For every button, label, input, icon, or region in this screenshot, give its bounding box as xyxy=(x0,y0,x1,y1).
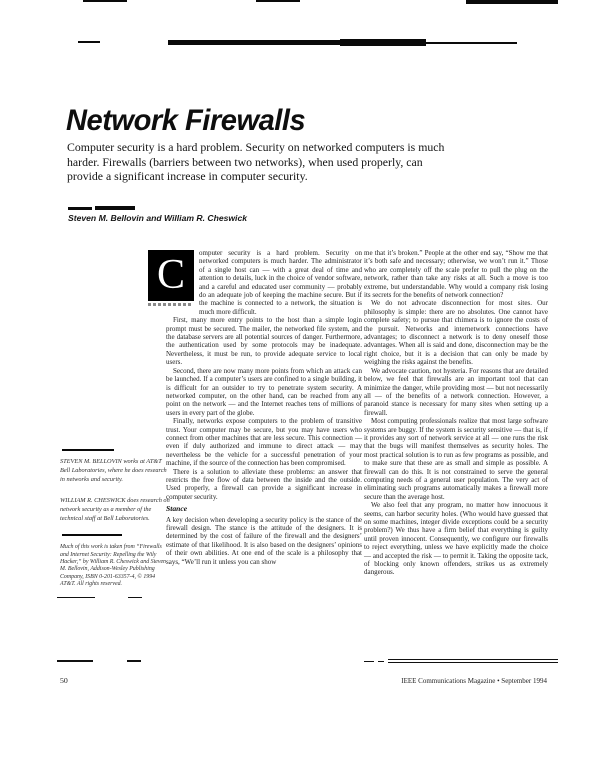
margin-notes xyxy=(60,449,170,599)
dropcap-caption-smudge xyxy=(148,303,192,306)
article-abstract: Computer security is a hard problem. Security on networked computers is much harder. Firewalls (barriers between two networks), when used properly, can provide a significant increase in computer security. xyxy=(67,140,445,184)
rule-segment xyxy=(128,597,142,599)
source-note: Much of this work is taken from “Firewalls and Internet Security: Repelling the Wily Hacker,” by William R. Cheswick and Steven M. Bellovin, Addison-Wesley Publishing Company, ISBN 0-201-63357-4, © 1994 AT&T. All rights reserved. xyxy=(60,544,167,588)
article-column-2 xyxy=(364,249,548,577)
author-bio-cheswick: WILLIAM R. CHESWICK does research on network security as a member of the technical staff at Bell Laboratories. xyxy=(60,496,170,523)
paragraph: me that it’s broken.” People at the other end say, “Show me that it’s both safe and necessary; otherwise, we won’t run it.” Those who are completely off the scale prefer to pull the plug on the network, rather than take any risks at all. Such a move is too extreme, but understandable. Why would a company risk losing its secrets for the benefits of network connection? xyxy=(364,249,548,300)
scan-artifact-bar xyxy=(78,41,100,43)
author-bio-bellovin: STEVEN M. BELLOVIN works at AT&T Bell Laboratories, where he does research in networks and security. xyxy=(60,458,167,484)
article-title: Network Firewalls xyxy=(66,104,306,137)
sidebar-rule-bottom xyxy=(60,597,170,599)
paragraph: A key decision when developing a security policy is the stance of the firewall design. The stance is the attitude of the designers. It is determined by the cost of failure of the firewall and the designers’ estimate of that likelihood. It is also based on the designers’ opinions of their own abilities. At one end of the scale is a philosophy that says, “We’ll run it unless you can show xyxy=(166,515,362,566)
paragraph: First, many more entry points to the host than a simple login prompt must be secured. The mailer, the networked file system, and the database servers are all potential sources of danger. Furthermore, the authentication used by some protocols may be inadequate. Nevertheless, it must be run, to provide adequate service to local users. xyxy=(166,316,362,367)
scan-artifact-bar xyxy=(256,0,300,2)
page-number: 50 xyxy=(60,676,68,685)
scan-artifact-bar xyxy=(83,0,127,2)
paragraph: We do not advocate disconnection for most sites. Our philosophy is simple: there are no absolutes. One cannot have complete safety; to pursue that chimera is to ignore the costs of the pursuit. Networks and internetwork connections have advantages; to disconnect a network is to deny oneself those advantages. When all is said and done, disconnection may be the right choice, but it is a decision that can only be made by weighing the risks against the benefits. xyxy=(364,299,548,367)
byline-rule xyxy=(68,207,92,210)
paragraph: There is a solution to alleviate these problems: an answer that restricts the free flow of data between the inside and the outside. Used properly, a firewall can provide a significant increase in computer security. xyxy=(166,467,362,501)
section-heading-stance: Stance xyxy=(166,504,188,514)
paragraph: Second, there are now many more points from which an attack can be launched. If a computer’s users are confined to a single building, it is difficult for an outsider to try to penetrate system security. A networked computer, on the other hand, can be reached from any point on the network — and the Internet reaches tens of millions of users in every part of the globe. xyxy=(166,366,362,417)
paragraph: Finally, networks expose computers to the problem of transitive trust. Your computer may be secure, but you may have users who connect from other machines that are less secure. This connection — even if duly authorized and immune to direct attack — may nevertheless be the vehicle for a successful penetration of your machine, if the source of the connection has been compromised. xyxy=(166,417,362,468)
footer-rule-right xyxy=(364,661,374,662)
rule-segment xyxy=(57,597,95,599)
footer-rule-left xyxy=(127,660,141,662)
paragraph: omputer security is a hard problem. Security on networked computers is much harder. The administrator of a single host can — with a great deal of time and attention to details, luck in the choice of vendor software, and a careful and educated user community — probably do an adequate job of keeping the machine secure. But if the machine is connected to a network, the situation is much more difficult. xyxy=(199,249,362,316)
sidebar-rule-middle xyxy=(62,534,122,536)
article-byline: Steven M. Bellovin and William R. Cheswick xyxy=(68,213,248,223)
scan-artifact-bar xyxy=(340,39,426,46)
journal-footer: IEEE Communications Magazine • September 1994 xyxy=(401,677,547,685)
footer-rule-right xyxy=(388,659,558,663)
paragraph: Most computing professionals realize that most large software systems are buggy. If the system is security sensitive — that is, if it provides any sort of network service at all — one runs the risk that the bugs will manifest themselves as security holes. The most practical solution is to run as few programs as possible, and to make sure that these are as small and simple as possible. A firewall can do this. It is not constrained to serve the general computing needs of a general user population. The very act of eliminating such programs automatically makes a firewall more secure than the average host. xyxy=(364,417,548,501)
article-column-1 xyxy=(156,249,362,566)
byline-rule xyxy=(95,206,135,210)
footer-rule-left xyxy=(57,660,93,662)
footer-rule-right xyxy=(378,661,384,662)
scan-artifact-bar xyxy=(426,42,517,44)
dropcap-block xyxy=(148,250,194,306)
sidebar-rule-top xyxy=(62,449,114,451)
scan-artifact-bar xyxy=(466,0,558,4)
paragraph: We advocate caution, not hysteria. For reasons that are detailed below, we feel that firewalls are an important tool that can minimize the danger, while providing most — but not necessarily all — of the benefits of a network connection. However, a paranoid stance is necessary for many sites when setting up a firewall. xyxy=(364,366,548,417)
dropcap: C xyxy=(148,250,194,301)
paragraph: We also feel that any program, no matter how innocuous it seems, can harbor security holes. (Who would have guessed that on some machines, integer divide exceptions could be a security problem?) We thus have a firm belief that everything is guilty until proven innocent. Consequently, we configure our firewalls to reject everything, unless we have explicitly made the choice — and accepted the risk — to permit it. Taking the opposite tack, of blocking only known offenders, strikes us as extremely dangerous. xyxy=(364,501,548,577)
